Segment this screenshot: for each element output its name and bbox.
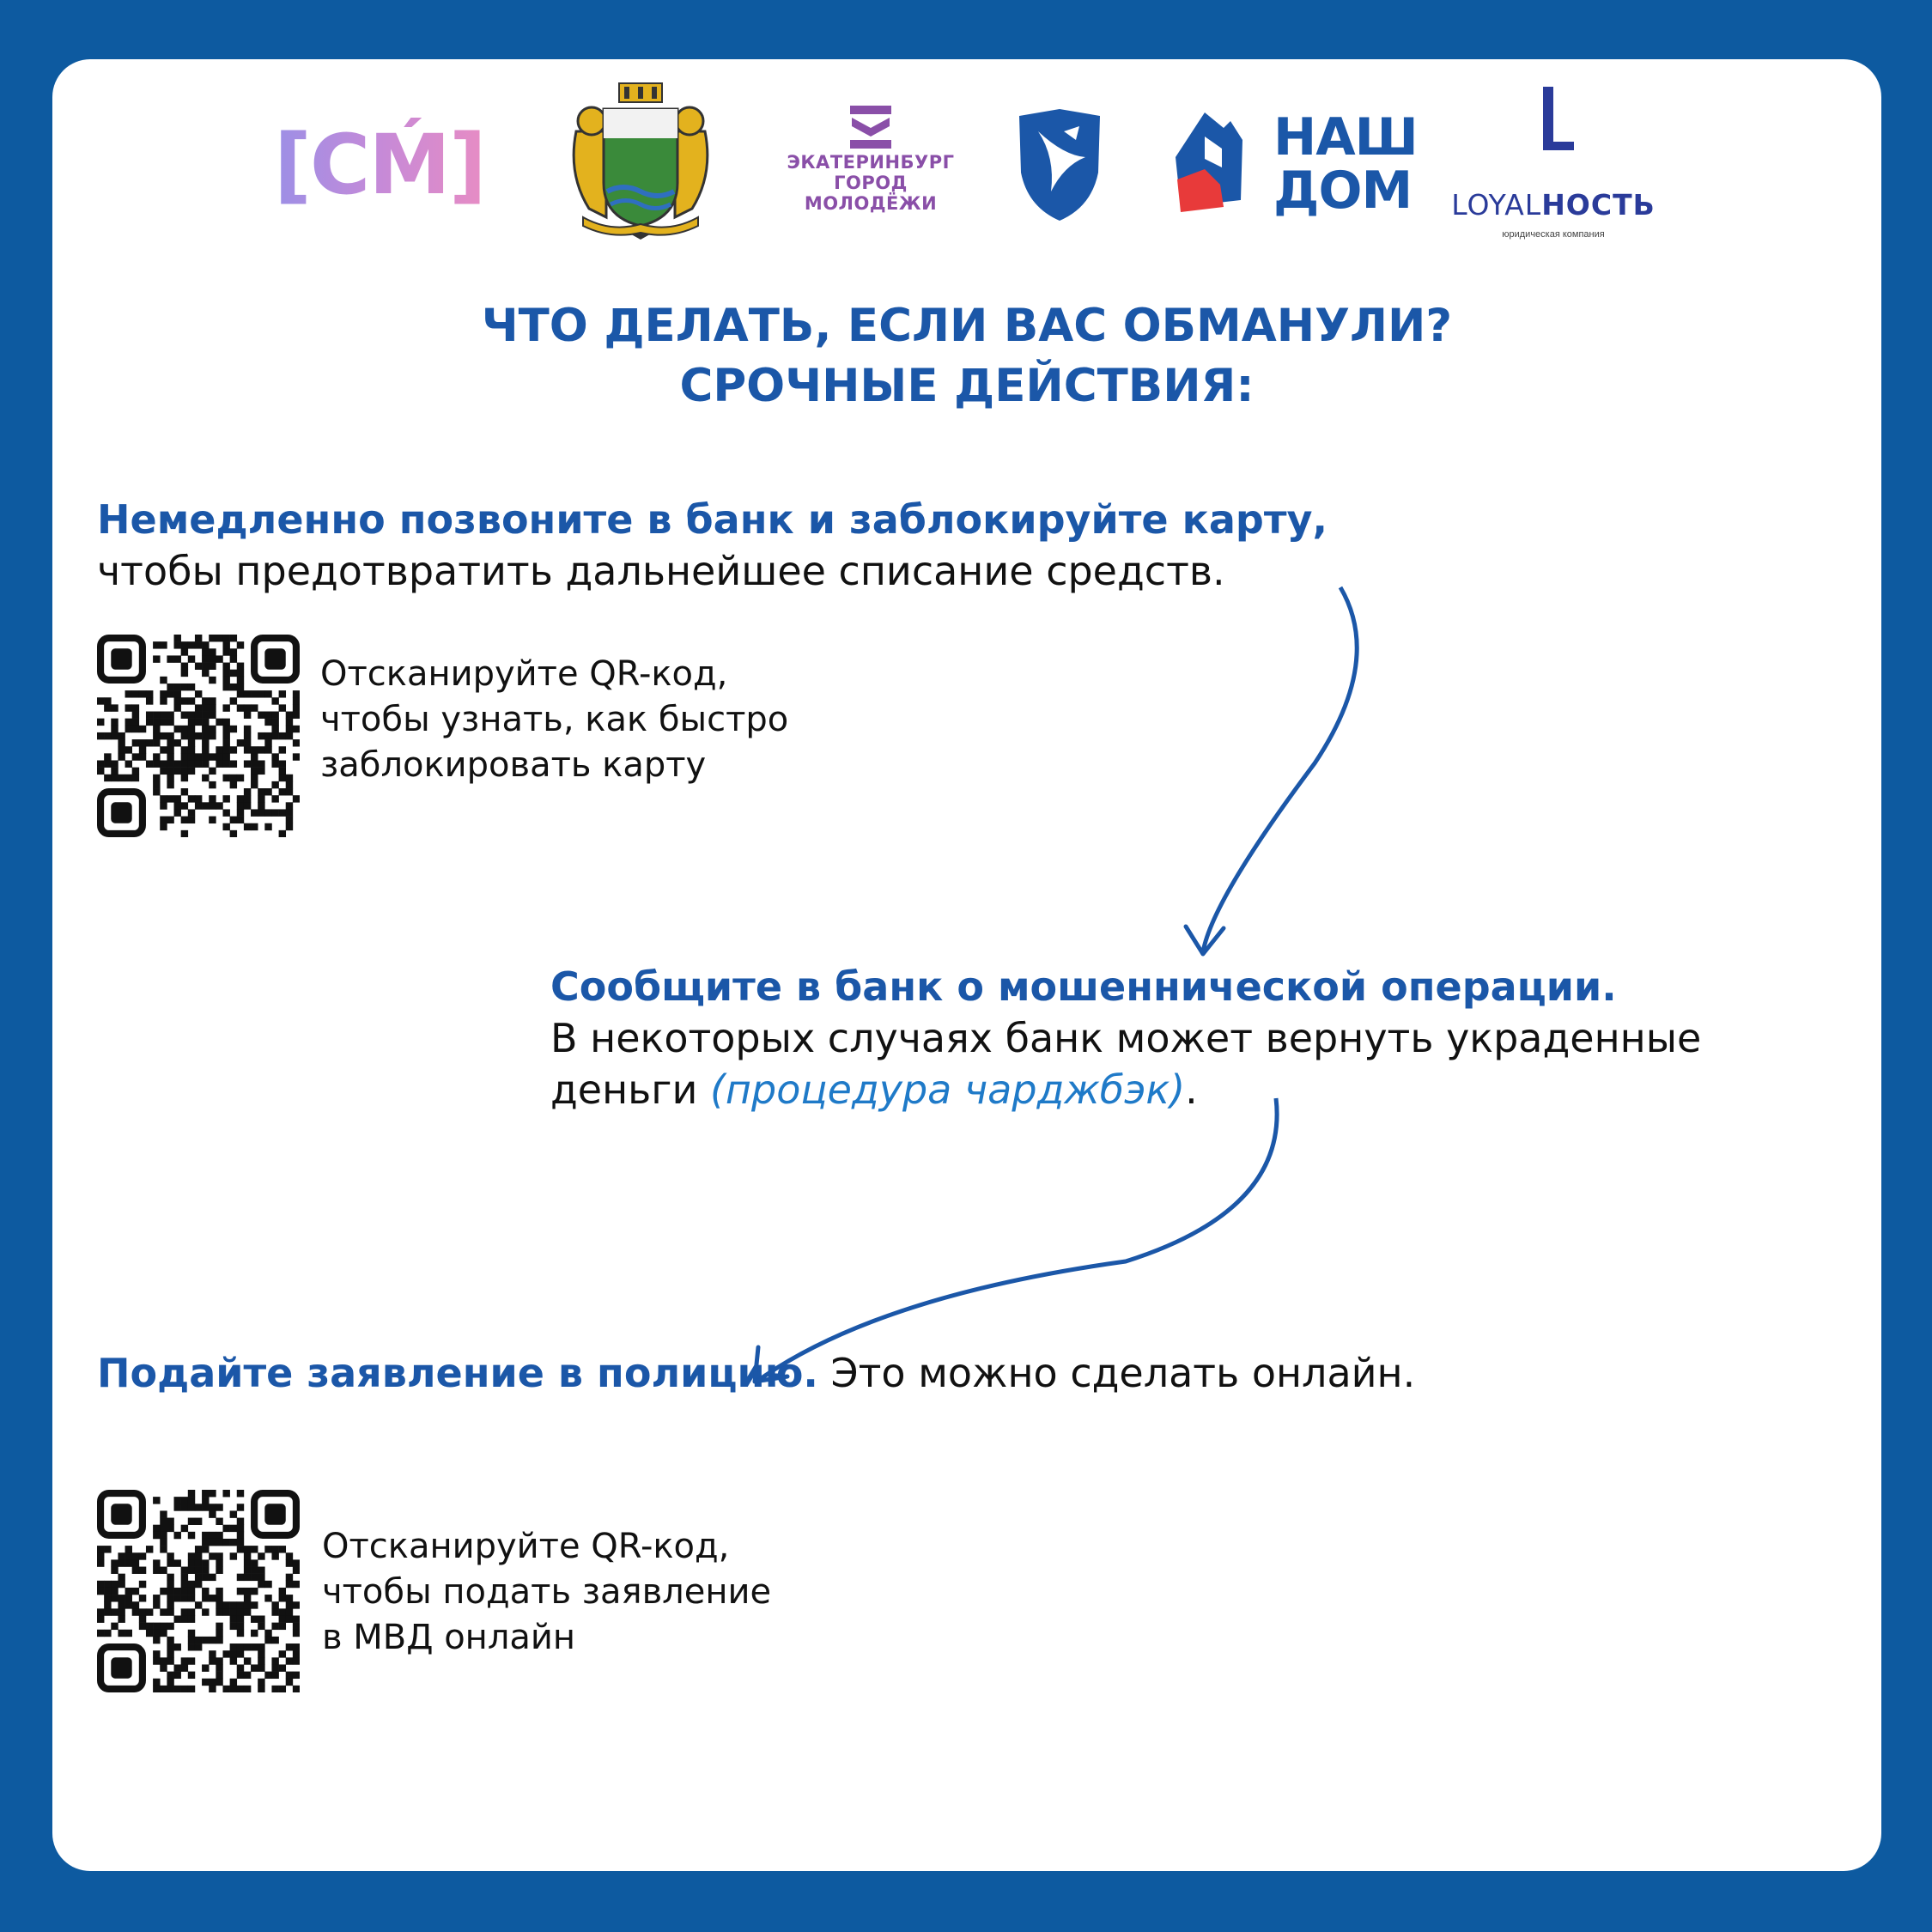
step-heading: Сообщите в банк о мошеннической операции.	[550, 963, 1617, 1010]
loyalnost-logo: LOYALНОСТЬ юридическая компания	[1442, 85, 1665, 248]
arrow-step2-to-step3	[756, 1098, 1277, 1382]
shield-bird-icon	[1012, 106, 1107, 226]
house-map-icon	[1170, 106, 1273, 226]
coat-of-arms-icon	[559, 80, 722, 243]
chargeback-note: (процедура чарджбэк)	[709, 1066, 1186, 1113]
step-text: чтобы предотвратить дальнейшее списание средств.	[97, 548, 1225, 594]
ekaterinburg-youth-logo: ЭКАТЕРИНБУРГ ГОРОД МОЛОДЁЖИ	[772, 100, 969, 229]
step-text: В некоторых случаях банк может вернуть украденные	[550, 1015, 1702, 1061]
partner-logos	[52, 59, 1881, 248]
step-block-police	[97, 1347, 1728, 1399]
step-heading: Подайте заявление в полицию.	[97, 1350, 818, 1396]
arrow-step1-to-step2	[1203, 587, 1357, 952]
qr-code-icon[interactable]	[97, 1490, 300, 1692]
loyal-l-icon	[1528, 85, 1579, 157]
step-block-call-bank	[97, 494, 1557, 597]
qr-code-icon[interactable]	[97, 635, 300, 837]
step-text: Это можно сделать онлайн.	[817, 1350, 1416, 1396]
ekb-emblem-icon	[845, 100, 896, 152]
page-title: ЧТО ДЕЛАТЬ, ЕСЛИ ВАС ОБМАНУЛИ? СРОЧНЫЕ ДЕЙСТВИЯ:	[481, 300, 1453, 412]
qr-caption: Отсканируйте QR-код, чтобы подать заявление в МВД онлайн	[322, 1527, 772, 1657]
qr-caption: Отсканируйте QR-код, чтобы узнать, как быстро заблокировать карту	[320, 654, 789, 785]
poster-card	[52, 59, 1881, 1871]
step-block-report-fraud: Сообщите в банк о мошеннической операции. В некоторых случаях банк может вернуть украденные деньги (процедура чарджбэк).	[550, 961, 1856, 1115]
cm-logo: [CḾ]	[274, 118, 506, 212]
nash-dom-logo: НАШ ДОМ	[1170, 106, 1411, 226]
step-heading: Немедленно позвоните в банк и заблокируйте карту,	[97, 496, 1327, 543]
